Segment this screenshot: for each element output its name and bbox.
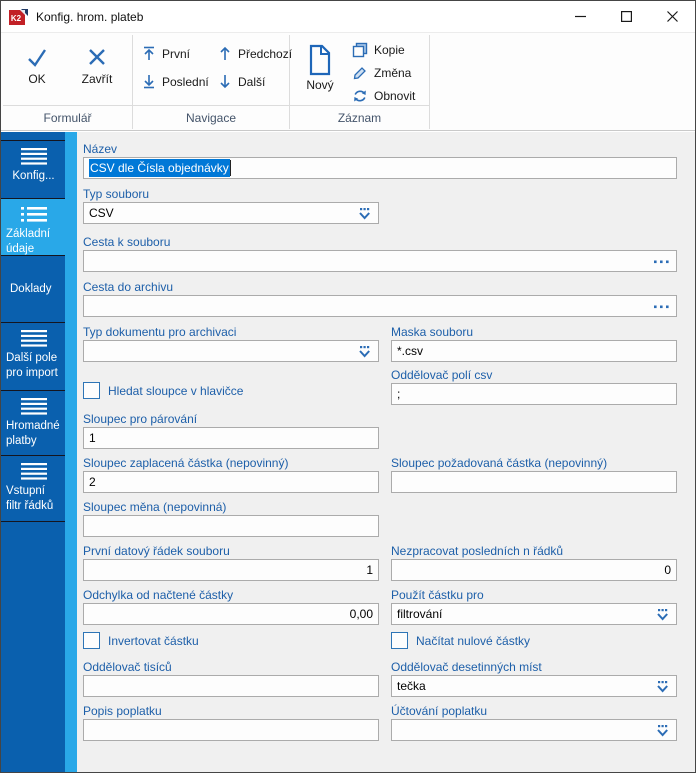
field-nezpracovat: Nezpracovat posledních n řádků 0 — [391, 545, 677, 581]
tab-dalsi-pole-pro-import[interactable]: Další pole pro import — [1, 323, 65, 391]
sloupec-parovani-input[interactable]: 1 — [83, 427, 379, 449]
maximize-button[interactable] — [603, 1, 649, 32]
close-x-icon — [84, 44, 110, 70]
dropdown-icon[interactable] — [357, 345, 372, 359]
maximize-icon — [621, 11, 632, 22]
tab-konfig[interactable]: Konfig... — [1, 141, 65, 199]
checkbox-hledat-sloupce[interactable]: Hledat sloupce v hlavičce — [83, 382, 243, 399]
minimize-button[interactable] — [557, 1, 603, 32]
typ-dokumentu-select[interactable] — [83, 340, 379, 362]
ribbon-group-label: Navigace — [133, 105, 289, 129]
oddelovac-desetin-select[interactable]: tečka — [391, 675, 677, 697]
pouzit-castku-select[interactable]: filtrování — [391, 603, 677, 625]
copy-icon — [352, 42, 368, 58]
edit-button[interactable]: Změna — [352, 65, 411, 81]
field-popis-poplatku: Popis poplatku — [83, 705, 379, 741]
field-maska-souboru: Maska souboru *.csv — [391, 326, 677, 362]
field-oddelovac-tisicu: Oddělovač tisíců — [83, 661, 379, 697]
check-icon — [24, 44, 50, 70]
ribbon-group-zaznam — [290, 35, 430, 129]
browse-ellipsis-icon[interactable] — [654, 305, 669, 309]
ribbon-group-navigace — [133, 35, 293, 129]
ribbon-group-label: Záznam — [290, 105, 429, 129]
sloupec-zaplacena-input[interactable]: 2 — [83, 471, 379, 493]
prvni-radek-input[interactable]: 1 — [83, 559, 379, 581]
close-icon — [667, 11, 678, 22]
sloupec-mena-input[interactable] — [83, 515, 379, 537]
arrow-down-bar-icon — [142, 74, 156, 89]
close-button[interactable] — [649, 1, 695, 32]
sloupec-pozadovana-input[interactable] — [391, 471, 677, 493]
ribbon-group-formular — [3, 35, 133, 129]
k2-app-icon — [9, 9, 28, 25]
arrow-up-icon — [218, 46, 232, 61]
arrow-up-bar-icon — [142, 46, 156, 61]
form-body — [1, 132, 695, 772]
menu-lines-icon — [21, 330, 47, 347]
refresh-icon — [352, 88, 368, 104]
menu-lines-icon — [21, 398, 47, 415]
text-caret — [230, 160, 231, 176]
dropdown-icon[interactable] — [655, 608, 670, 622]
cesta-do-archivu-input[interactable] — [83, 295, 677, 317]
field-nazev: Název CSV dle Čísla objednávky — [83, 143, 677, 179]
last-button[interactable]: Poslední — [142, 74, 209, 89]
checkbox-box[interactable] — [391, 632, 408, 649]
menu-lines-icon — [21, 463, 47, 480]
field-odchylka: Odchylka od načtené částky 0,00 — [83, 589, 379, 625]
tab-vstupni-filtr-radku[interactable]: Vstupní filtr řádků — [1, 456, 65, 522]
checkbox-box[interactable] — [83, 632, 100, 649]
field-sloupec-zaplacena: Sloupec zaplacená částka (nepovinný) 2 — [83, 457, 379, 493]
new-document-icon — [306, 44, 334, 76]
toolbar-ribbon — [1, 32, 695, 131]
title-bar — [1, 1, 695, 32]
svg-text:K2: K2 — [10, 13, 22, 23]
field-oddelovac-poli-csv: Oddělovač polí csv ; — [391, 369, 677, 405]
refresh-button[interactable]: Obnovit — [352, 88, 415, 104]
pencil-icon — [352, 65, 368, 81]
sidebar-selected-strip — [65, 132, 77, 772]
field-typ-dokumentu: Typ dokumentu pro archivaci — [83, 326, 379, 362]
typ-souboru-select[interactable]: CSV — [83, 202, 379, 224]
cesta-k-souboru-input[interactable] — [83, 250, 677, 272]
copy-button[interactable]: Kopie — [352, 42, 405, 58]
nezpracovat-input[interactable]: 0 — [391, 559, 677, 581]
close-form-button[interactable]: Zavřít — [69, 40, 125, 104]
dropdown-icon[interactable] — [357, 207, 372, 221]
dropdown-icon[interactable] — [655, 724, 670, 738]
form-content — [77, 132, 695, 772]
field-sloupec-parovani: Sloupec pro párování 1 — [83, 413, 379, 449]
first-button[interactable]: První — [142, 46, 190, 61]
oddelovac-poli-csv-input[interactable]: ; — [391, 383, 677, 405]
sidebar-tabs — [1, 140, 65, 522]
ok-button[interactable]: OK — [9, 40, 65, 104]
field-oddelovac-desetin: Oddělovač desetinných míst tečka — [391, 661, 677, 697]
checkbox-box[interactable] — [83, 382, 100, 399]
nazev-input[interactable]: CSV dle Čísla objednávky — [83, 157, 677, 179]
checkbox-nacitat-nulove[interactable]: Načítat nulové částky — [391, 632, 530, 649]
odchylka-input[interactable]: 0,00 — [83, 603, 379, 625]
ribbon-group-label: Formulář — [3, 105, 132, 129]
field-uctovani-poplatku: Účtování poplatku — [391, 705, 677, 741]
window-title: Konfig. hrom. plateb — [36, 9, 144, 24]
checkbox-invertovat[interactable]: Invertovat částku — [83, 632, 199, 649]
oddelovac-tisicu-input[interactable] — [83, 675, 379, 697]
field-typ-souboru: Typ souboru CSV — [83, 188, 379, 224]
minimize-icon — [575, 11, 586, 22]
tab-zakladni-udaje[interactable]: Základní údaje — [1, 199, 65, 256]
previous-button[interactable]: Předchozí — [218, 46, 292, 61]
menu-lines-icon — [21, 148, 47, 165]
tab-doklady[interactable]: Doklady — [1, 256, 65, 323]
tab-hromadne-platby[interactable]: Hromadné platby — [1, 391, 65, 456]
field-cesta-do-archivu: Cesta do archivu — [83, 281, 677, 317]
list-icon — [21, 206, 47, 223]
field-sloupec-mena: Sloupec měna (nepovinná) — [83, 501, 379, 537]
new-button[interactable]: Nový — [295, 40, 345, 104]
browse-ellipsis-icon[interactable] — [654, 260, 669, 264]
field-sloupec-pozadovana: Sloupec požadovaná částka (nepovinný) — [391, 457, 677, 493]
popis-poplatku-input[interactable] — [83, 719, 379, 741]
field-pouzit-castku: Použít částku pro filtrování — [391, 589, 677, 625]
field-cesta-k-souboru: Cesta k souboru — [83, 236, 677, 272]
next-button[interactable]: Další — [218, 74, 265, 89]
dropdown-icon[interactable] — [655, 680, 670, 694]
arrow-down-icon — [218, 74, 232, 89]
uctovani-poplatku-select[interactable] — [391, 719, 677, 741]
maska-souboru-input[interactable]: *.csv — [391, 340, 677, 362]
field-prvni-radek: První datový řádek souboru 1 — [83, 545, 379, 581]
